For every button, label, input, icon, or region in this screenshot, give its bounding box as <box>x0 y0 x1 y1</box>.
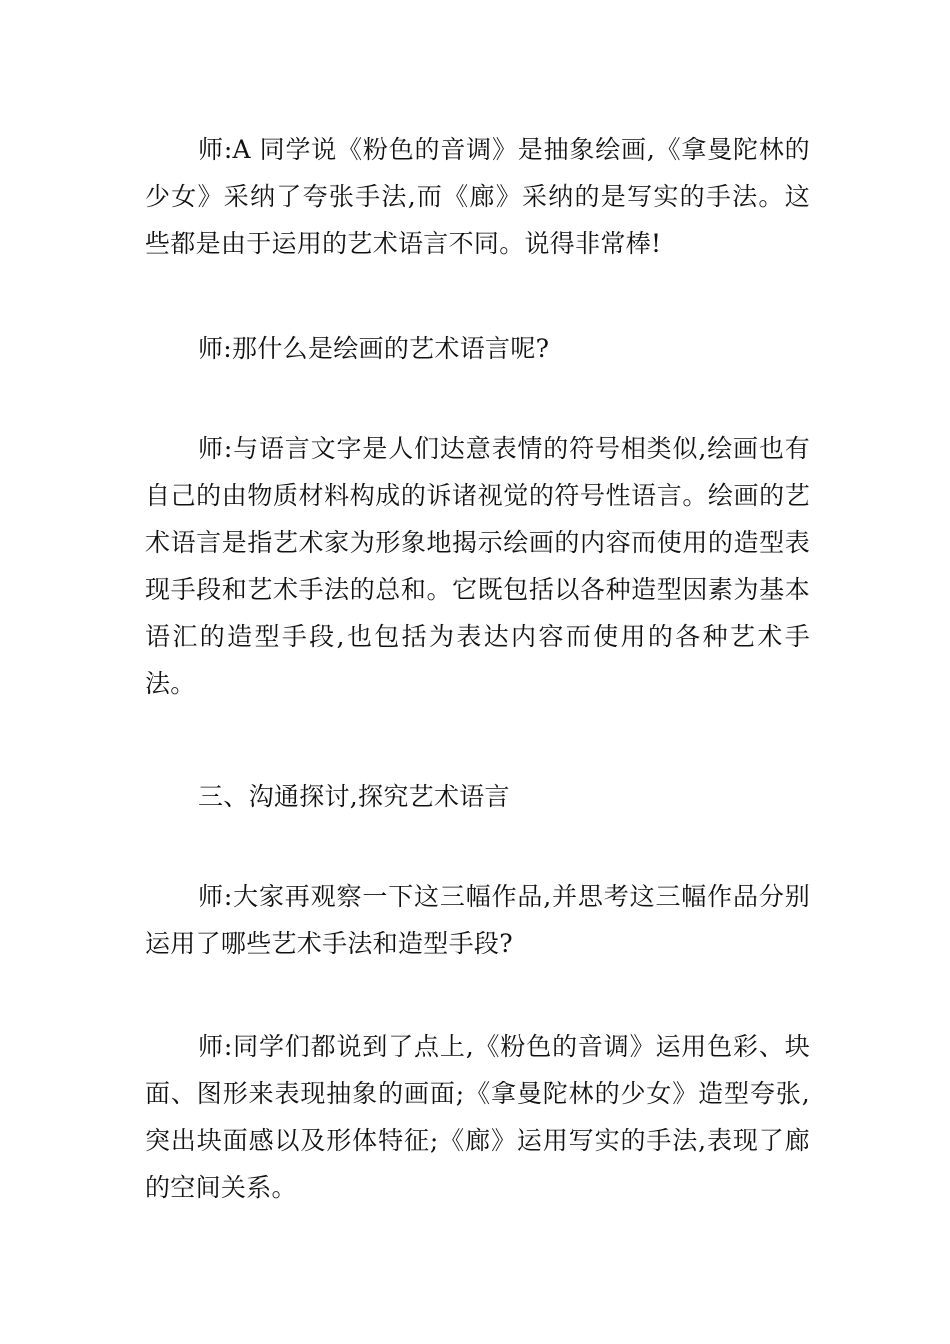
paragraph-teacher-summary: 师:同学们都说到了点上,《粉色的音调》运用色彩、块面、图形来表现抽象的画面;《拿曼陀林的少女》造型夸张,突出块面感以及形体特征;《廊》运用写实的手法,表现了廊的空间关系。 <box>145 1032 810 1202</box>
paragraph-observe-question: 师:大家再观察一下这三幅作品,并思考这三幅作品分别运用了哪些艺术手法和造型手段? <box>145 882 810 958</box>
paragraph-teacher-comment-intro: 师:A 同学说《粉色的音调》是抽象绘画,《拿曼陀林的少女》采纳了夸张手法,而《廊》采纳的是写实的手法。这些都是由于运用的艺术语言不同。说得非常棒! <box>145 135 810 258</box>
paragraph-art-language-definition: 师:与语言文字是人们达意表情的符号相类似,绘画也有自己的由物质材料构成的诉诸视觉的符号性语言。绘画的艺术语言是指艺术家为形象地揭示绘画的内容而使用的造型表现手段和艺术手法的总和。它既包括以各种造型因素为基本语汇的造型手段,也包括为表达内容而使用的各种艺术手法。 <box>145 434 810 698</box>
paragraph-teacher-question: 师:那什么是绘画的艺术语言呢? <box>198 334 550 363</box>
section-heading: 三、沟通探讨,探究艺术语言 <box>198 782 510 811</box>
